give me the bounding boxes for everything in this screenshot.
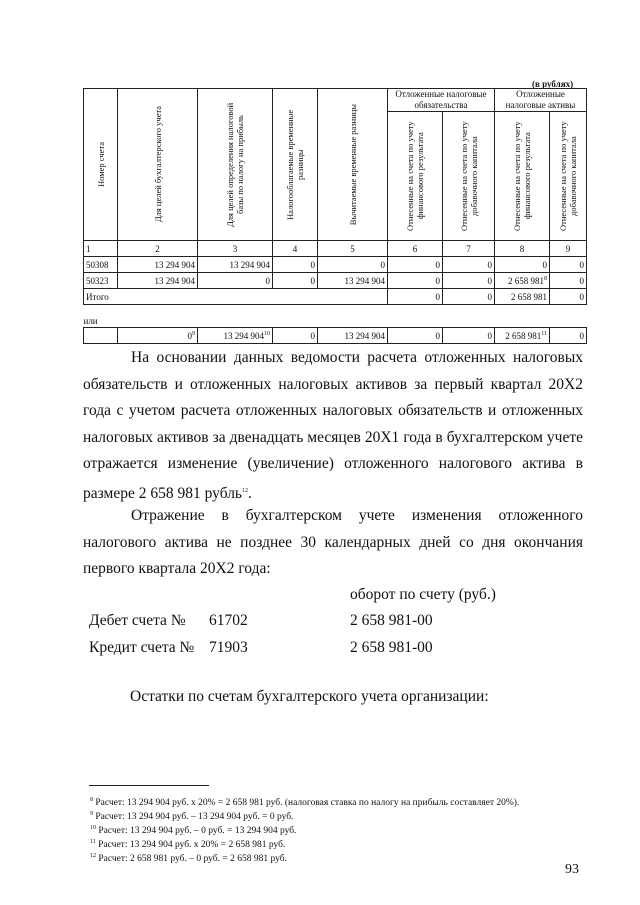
cell-value: 0 bbox=[198, 273, 273, 289]
footnote-ref: 8 bbox=[544, 275, 547, 282]
header-tax-base: Для целей определения налоговой базы по налогу на прибыль bbox=[198, 89, 273, 241]
debit-account: 61702 bbox=[209, 612, 248, 629]
credit-amount: 2 658 981-00 bbox=[350, 639, 433, 656]
cell-account: 50308 bbox=[84, 257, 118, 273]
cell-value: 0 bbox=[550, 273, 587, 289]
cell-value: $0^9$ bbox=[118, 328, 198, 344]
col-number: 9 bbox=[550, 241, 587, 257]
cell-value: 0 bbox=[318, 257, 388, 273]
alt-row bbox=[84, 328, 587, 344]
cell-value: 0 bbox=[495, 257, 550, 273]
header-dtl-fin: Отнесенные на счета по учету финансового результата bbox=[388, 112, 443, 241]
cell-account bbox=[84, 328, 118, 344]
footnote: $^{12}$ Расчет: 2 658 981 руб. – 0 руб. = 2 658 981 руб. bbox=[90, 853, 287, 865]
debit-label: Дебет счета № bbox=[89, 612, 186, 629]
total-label: Итого bbox=[84, 289, 388, 305]
cell-value: 0 bbox=[443, 289, 495, 305]
cell-value: 0 bbox=[443, 328, 495, 344]
col-number: 5 bbox=[318, 241, 388, 257]
col-number: 3 bbox=[198, 241, 273, 257]
col-number: 7 bbox=[443, 241, 495, 257]
cell-value: 2 658 981 bbox=[495, 289, 550, 305]
header-deductible-diff: Вычитаемые временные разницы bbox=[318, 89, 388, 241]
credit-label: Кредит счета № bbox=[89, 639, 195, 656]
paragraph-3: Остатки по счетам бухгалтерского учета организации: bbox=[130, 688, 489, 705]
header-dtl-group: Отложенные налоговые обязательства bbox=[388, 89, 495, 112]
cell-value: 13 294 904 bbox=[198, 257, 273, 273]
cell-value: 13 294 904 bbox=[118, 273, 198, 289]
table-header-row bbox=[84, 89, 587, 112]
col-number: 2 bbox=[118, 241, 198, 257]
footnote-ref: 12 bbox=[242, 487, 248, 494]
table-row bbox=[84, 257, 587, 273]
header-dtl-cap: Отнесенные на счета по учету добавочного капитала bbox=[443, 112, 495, 241]
header-dta-fin: Отнесенные на счета по учету финансового результата bbox=[495, 112, 550, 241]
turnover-label: оборот по счету (руб.) bbox=[350, 586, 496, 603]
cell-value: 0 bbox=[443, 273, 495, 289]
cell-value: 0 bbox=[550, 328, 587, 344]
page-number: 93 bbox=[565, 862, 579, 877]
cell-value: 2 658 $981^8$ bbox=[495, 273, 550, 289]
spacer-row bbox=[84, 305, 587, 316]
cell-value: 0 bbox=[273, 273, 318, 289]
header-accounting: Для целей бухгалтерского учета bbox=[118, 89, 198, 241]
cell-value: 13 294 904 bbox=[318, 273, 388, 289]
footnote-ref: 9 bbox=[192, 330, 195, 337]
footnote: $^8$ Расчет: 13 294 904 руб. x 20% = 2 658 981 руб. (налоговая ставка по налогу на прибыль составляет 20%). bbox=[90, 797, 520, 809]
credit-account: 71903 bbox=[209, 639, 248, 656]
debit-amount: 2 658 981-00 bbox=[350, 612, 433, 629]
or-row bbox=[84, 315, 587, 328]
header-taxable-diff: Налогооблагаемые временные разницы bbox=[273, 89, 318, 241]
cell-value: 13 294 904 bbox=[118, 257, 198, 273]
col-number: 4 bbox=[273, 241, 318, 257]
footnote-ref: 11 bbox=[541, 330, 547, 337]
cell-value: 0 bbox=[273, 257, 318, 273]
table-unit-label: (в рублях) bbox=[532, 79, 574, 89]
or-label: или bbox=[83, 316, 98, 326]
cell-value: 0 bbox=[443, 257, 495, 273]
footnote: $^9$ Расчет: 13 294 904 руб. – 13 294 904 руб. = 0 руб. bbox=[90, 811, 294, 823]
cell-value: 13 294 $904^{10}$ bbox=[198, 328, 273, 344]
table-row bbox=[84, 273, 587, 289]
footnote-divider bbox=[89, 785, 209, 786]
header-account: Номер счета bbox=[84, 89, 118, 241]
header-dta-cap: Отнесенные на счета по учету добавочного капитала bbox=[550, 112, 587, 241]
cell-value: 0 bbox=[550, 289, 587, 305]
footnote: $^{10}$ Расчет: 13 294 904 руб. – 0 руб. = 13 294 904 руб. bbox=[90, 825, 297, 837]
cell-value: 0 bbox=[550, 257, 587, 273]
paragraph-1: На основании данных ведомости расчета отложенных налоговых обязательств и отложенных налоговых активов за первый квартал 20Х2 года с учетом расчета отложенных налоговых обязательств и отложенных налоговых активов за двенадцать месяцев 20Х1 года в бухгалтерском учете отражается изменение (увеличение) отложенного налогового актива в размере 2 658 981 рубль$^{12}$. bbox=[83, 349, 583, 502]
footnote-ref: 10 bbox=[264, 330, 270, 337]
cell-value: 0 bbox=[388, 257, 443, 273]
cell-value: 2 658 $981^{11}$ bbox=[495, 328, 550, 344]
cell-value: 13 294 904 bbox=[318, 328, 388, 344]
cell-account: 50323 bbox=[84, 273, 118, 289]
cell-value: 0 bbox=[388, 328, 443, 344]
cell-value: 0 bbox=[388, 273, 443, 289]
deferred-tax-table bbox=[83, 88, 587, 344]
header-dta-group: Отложенные налоговые активы bbox=[495, 89, 587, 112]
column-number-row bbox=[84, 241, 587, 257]
col-number: 6 bbox=[388, 241, 443, 257]
cell-value: 0 bbox=[388, 289, 443, 305]
col-number: 1 bbox=[84, 241, 118, 257]
footnote: $^{11}$ Расчет: 13 294 904 руб. x 20% = 2 658 981 руб. bbox=[90, 839, 286, 851]
col-number: 8 bbox=[495, 241, 550, 257]
cell-value: 0 bbox=[273, 328, 318, 344]
paragraph-2: Отражение в бухгалтерском учете изменения отложенного налогового актива не позднее 30 календарных дней со дня окончания первого квартала 20Х2 года: bbox=[83, 507, 583, 577]
total-row bbox=[84, 289, 587, 305]
